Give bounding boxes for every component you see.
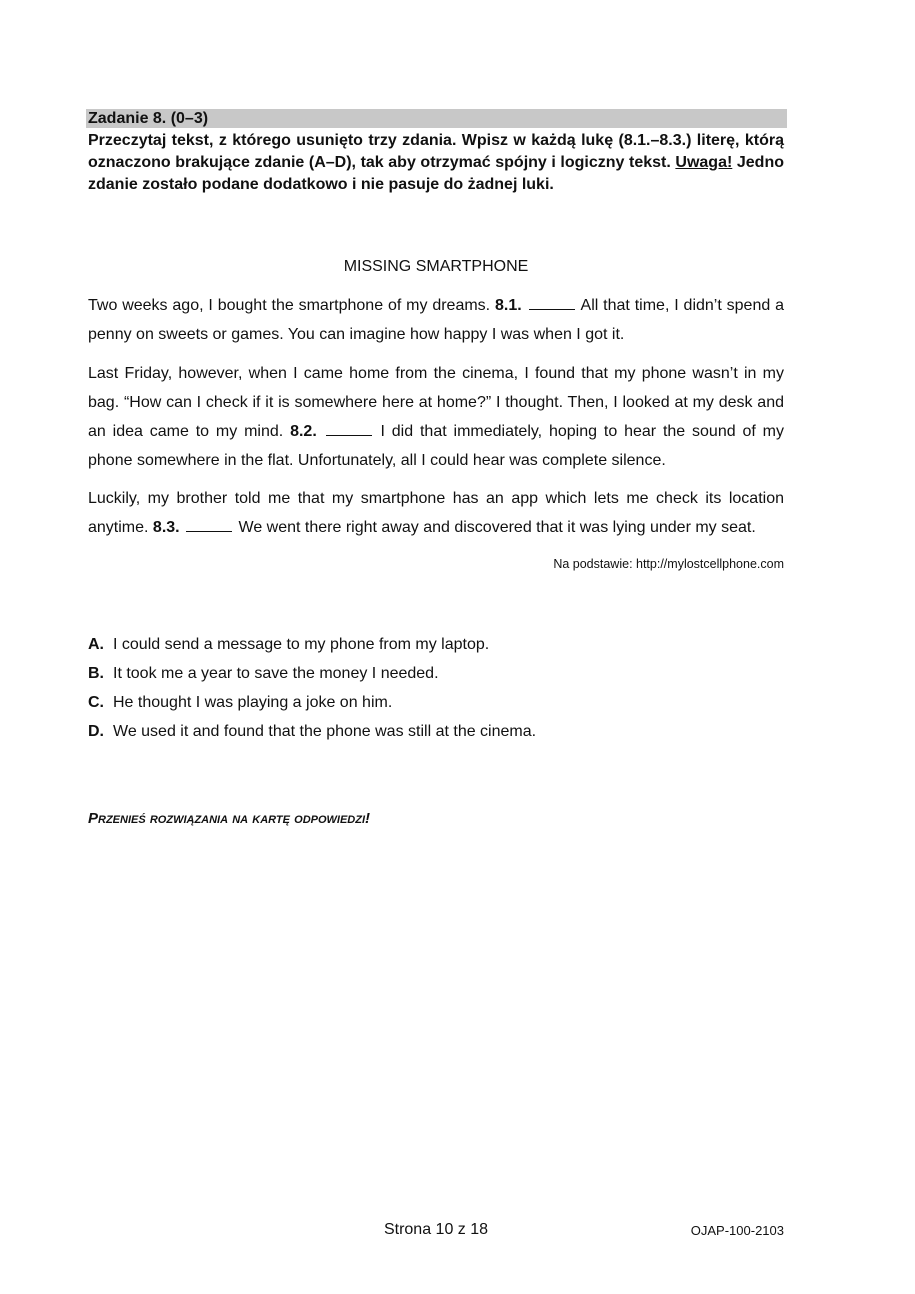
gap-8-3-blank <box>186 517 232 532</box>
gap-8-1-blank <box>529 295 575 310</box>
page-number: Strona 10 z 18 <box>383 1221 489 1238</box>
options-list <box>88 630 784 746</box>
option-text: We used it and found that the phone was still at the cinema. <box>113 723 537 740</box>
option-text: I could send a message to my phone from my laptop. <box>113 636 490 653</box>
gap-8-2-label: 8.2. <box>290 423 317 440</box>
exam-code: OJAP-100-2103 <box>690 1223 784 1238</box>
paragraph-3 <box>88 484 784 542</box>
option-c <box>88 688 784 717</box>
warning-label: Uwaga! <box>675 154 733 171</box>
warning-text: Jedno zdanie zostało podane dodatkowo i nie pasuje do żadnej luki. <box>88 154 784 193</box>
text-title: MISSING SMARTPHONE <box>343 258 529 275</box>
option-b <box>88 659 784 688</box>
gap-8-3-label: 8.3. <box>152 519 180 536</box>
option-letter: D. <box>88 723 104 740</box>
option-a <box>88 630 784 659</box>
option-text: He thought I was playing a joke on him. <box>113 694 393 711</box>
paragraph-2-after: I did that immediately, hoping to hear the sound of my phone somewhere in the flat. Unfortunately, all I could hear was complete silence. <box>88 423 784 469</box>
option-text: It took me a year to save the money I needed. <box>113 665 439 682</box>
gap-8-2-blank <box>326 421 372 436</box>
paragraph-1-before: Two weeks ago, I bought the smartphone of my dreams. <box>88 297 491 314</box>
instructions-text: Przeczytaj tekst, z którego usunięto trzy zdania. Wpisz w każdą lukę (8.1.–8.3.) literę, którą oznaczono brakujące zdanie (A–D), tak aby otrzymać spójny i logiczny tekst. <box>88 132 784 171</box>
option-letter: A. <box>88 636 104 653</box>
paragraph-1 <box>88 291 784 349</box>
option-letter: B. <box>88 665 104 682</box>
option-d <box>88 717 784 746</box>
task-header: Zadanie 8. (0–3) <box>86 109 787 128</box>
task-instructions <box>88 130 784 196</box>
paragraph-3-before: Luckily, my brother told me that my smartphone has an app which lets me check its location anytime. <box>88 490 784 536</box>
paragraph-2 <box>88 359 784 475</box>
text-source: Na podstawie: http://mylostcellphone.com <box>553 557 784 571</box>
transfer-note: Przenieś rozwiązania na kartę odpowiedzi! <box>88 810 371 827</box>
gap-8-1-label: 8.1. <box>495 297 522 314</box>
paragraph-2-before: Last Friday, however, when I came home from the cinema, I found that my phone wasn’t in my bag. “How can I check if it is somewhere here at home?” I thought. Then, I looked at my desk and an idea came to my mind. <box>88 365 784 440</box>
paragraph-1-after: All that time, I didn’t spend a penny on sweets or games. You can imagine how happy I was when I got it. <box>88 297 785 343</box>
paragraph-3-after: We went there right away and discovered that it was lying under my seat. <box>238 519 756 536</box>
option-letter: C. <box>88 694 104 711</box>
